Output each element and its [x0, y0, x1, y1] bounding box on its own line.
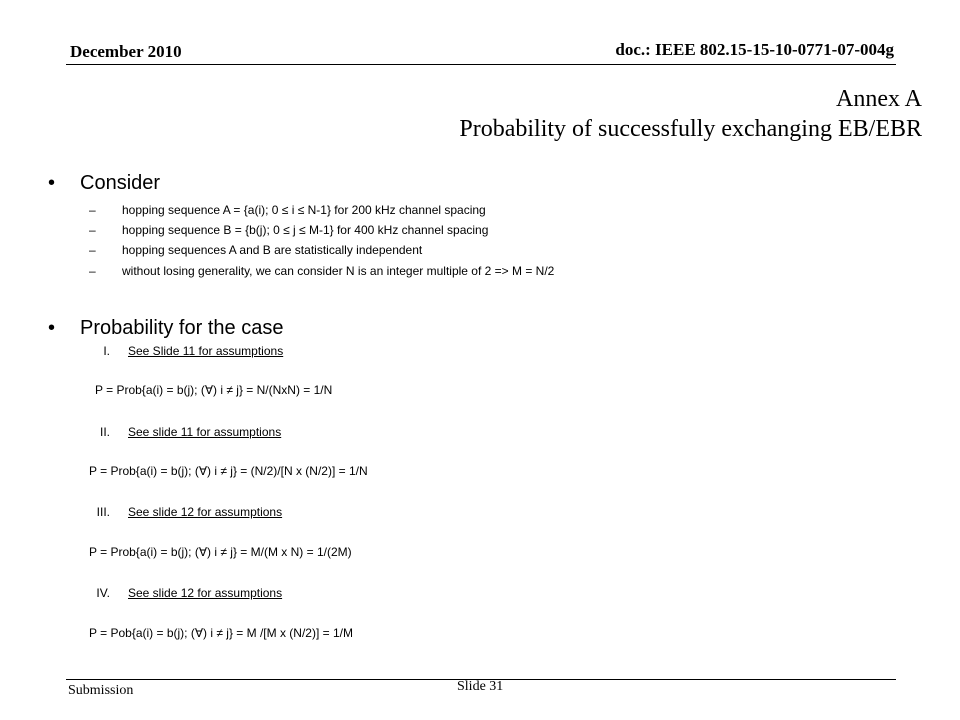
- case-number: I.: [103, 344, 110, 358]
- case-assumption-link[interactable]: See slide 11 for assumptions: [128, 425, 282, 439]
- case-assumption-link[interactable]: See slide 12 for assumptions: [128, 586, 283, 600]
- header-divider: [66, 64, 896, 65]
- slide-title: [222, 84, 922, 144]
- case-formula: P = Prob{a(i) = b(j); (∀) i ≠ j} = (N/2)/[N x (N/2)] = 1/N: [89, 464, 368, 478]
- consider-heading: Consider: [80, 172, 161, 194]
- consider-item-text: without losing generality, we can consider N is an integer multiple of 2 => M = N/2: [122, 264, 555, 278]
- dash-marker: –: [89, 203, 96, 217]
- dash-marker: –: [89, 223, 96, 237]
- consider-item-text: hopping sequences A and B are statistically independent: [122, 243, 423, 257]
- probability-heading: Probability for the case: [80, 317, 284, 339]
- header-doc-id: doc.: IEEE 802.15-15-10-0771-07-004g: [615, 40, 894, 59]
- slide-title-line2: Probability of successfully exchanging EB/EBR: [459, 116, 922, 142]
- case-assumption-link[interactable]: See Slide 11 for assumptions: [128, 344, 284, 358]
- bullet-dot: •: [48, 172, 56, 194]
- consider-item-text: hopping sequence A = {a(i); 0 ≤ i ≤ N-1} for 200 kHz channel spacing: [122, 203, 486, 217]
- case-formula: P = Pob{a(i) = b(j); (∀) i ≠ j} = M /[M x (N/2)] = 1/M: [89, 626, 353, 640]
- case-formula: P = Prob{a(i) = b(j); (∀) i ≠ j} = M/(M x N) = 1/(2M): [89, 545, 352, 559]
- case-number: II.: [99, 425, 110, 439]
- case-assumption-link[interactable]: See slide 12 for assumptions: [128, 505, 283, 519]
- dash-marker: –: [89, 243, 96, 257]
- footer-slide-number: Slide 31: [457, 679, 504, 694]
- case-number: III.: [96, 505, 110, 519]
- consider-item-text: hopping sequence B = {b(j); 0 ≤ j ≤ M-1} for 400 kHz channel spacing: [122, 223, 489, 237]
- case-number: IV.: [96, 586, 110, 600]
- bullet-dot: •: [48, 317, 56, 339]
- dash-marker: –: [89, 264, 96, 278]
- footer-submission: Submission: [68, 683, 134, 698]
- case-formula: P = Prob{a(i) = b(j); (∀) i ≠ j} = N/(NxN) = 1/N: [95, 383, 333, 397]
- header-date: December 2010: [70, 42, 182, 61]
- slide-title-line1: Annex A: [836, 86, 922, 112]
